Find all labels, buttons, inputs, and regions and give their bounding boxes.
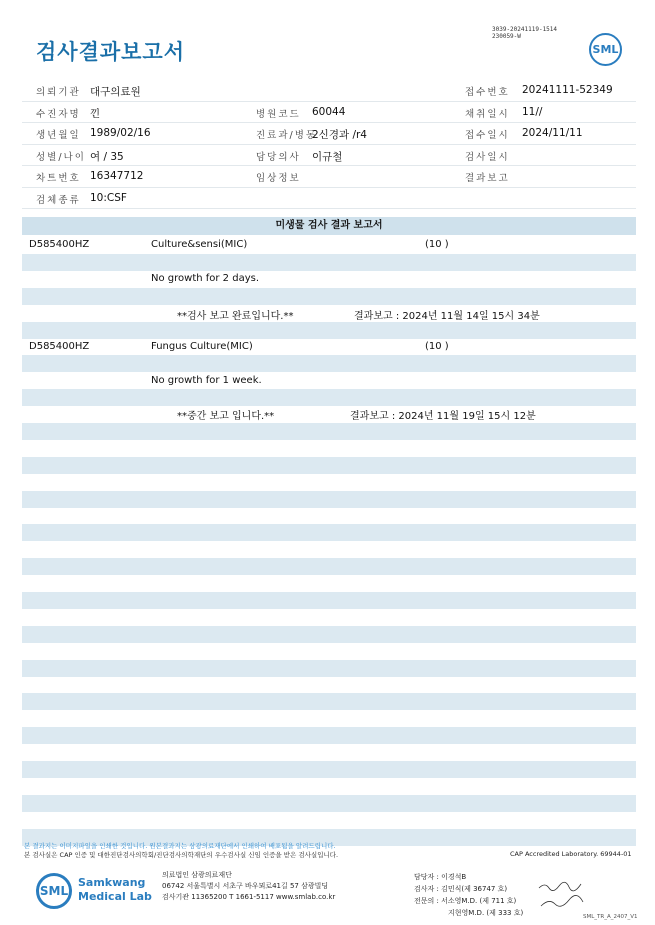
info-row xyxy=(22,80,636,102)
info-value: 11// xyxy=(522,105,543,118)
row-stripe xyxy=(22,592,636,609)
info-row xyxy=(22,188,636,210)
document-code-line: 230059-W xyxy=(492,33,521,40)
info-label: 채취일시 xyxy=(465,108,510,120)
info-row xyxy=(22,123,636,145)
test-count: (10 ) xyxy=(425,341,449,352)
info-value: 10:CSF xyxy=(90,191,127,204)
signature-image xyxy=(537,878,587,912)
section-title: 미생물 검사 결과 보고서 xyxy=(22,217,636,235)
info-row xyxy=(22,166,636,188)
info-value: 이규철 xyxy=(312,150,343,163)
address-line: 의료법인 삼광의료재단 xyxy=(162,871,232,879)
info-value: 60044 xyxy=(312,105,346,118)
row-stripe xyxy=(22,693,636,710)
row-stripe xyxy=(22,524,636,541)
info-label: 생년월일 xyxy=(36,130,81,141)
info-value: 대구의료원 xyxy=(90,86,141,98)
info-label: 병원코드 xyxy=(256,108,301,120)
test-finding: No growth for 2 days. xyxy=(151,273,260,284)
lab-address xyxy=(162,870,335,903)
info-label: 차트번호 xyxy=(36,173,81,184)
test-name: Fungus Culture(MIC) xyxy=(151,341,253,352)
test-name: Culture&sensi(MIC) xyxy=(151,239,248,250)
info-row xyxy=(22,102,636,124)
row-stripe xyxy=(22,558,636,575)
test-status: **검사 보고 완료입니다.** xyxy=(177,311,294,322)
info-label: 성별/나이 xyxy=(36,151,86,163)
test-code: D585400HZ xyxy=(29,239,90,250)
signatory-line: 전문의 : 서소영M.D. (제 711 호) xyxy=(414,897,517,905)
row-stripe xyxy=(22,761,636,778)
info-value: 1989/02/16 xyxy=(90,127,151,139)
row-stripe xyxy=(22,423,636,440)
row-stripe xyxy=(22,389,636,406)
row-stripe xyxy=(22,288,636,305)
form-code: SML_TR_A_2407_V1 xyxy=(583,914,638,920)
report-title: 검사결과보고서 xyxy=(36,40,186,64)
sml-logo: SML xyxy=(589,33,622,66)
info-value: 2024/11/11 xyxy=(522,127,583,139)
info-value: 여 / 35 xyxy=(90,150,124,163)
info-label: 검체종류 xyxy=(36,194,81,206)
document-code xyxy=(492,26,557,40)
info-row xyxy=(22,145,636,167)
info-value: 2신경과 /r4 xyxy=(312,129,367,141)
test-status: **중간 보고 입니다.** xyxy=(177,411,275,422)
row-stripe xyxy=(22,795,636,812)
info-value: 16347712 xyxy=(90,170,144,182)
info-label: 접수일시 xyxy=(465,130,510,141)
row-stripe xyxy=(22,322,636,339)
signatory-line: 지현영M.D. (제 333 호) xyxy=(448,909,524,917)
signatory-line: 담당자 : 이경석B xyxy=(414,873,467,881)
signatories xyxy=(414,871,523,919)
info-label: 임상정보 xyxy=(256,173,301,184)
address-line: 검사기관 11365200 T 1661-5117 www.smlab.co.kr xyxy=(162,893,336,901)
row-stripe xyxy=(22,660,636,677)
row-stripe xyxy=(22,491,636,508)
signatory-line: 검사자 : 김민식(제 36747 호) xyxy=(414,885,508,893)
patient-info-grid xyxy=(22,80,636,209)
info-label: 검사일시 xyxy=(465,151,510,163)
test-finding: No growth for 1 week. xyxy=(151,375,262,386)
row-stripe xyxy=(22,457,636,474)
test-reported: 결과보고 : 2024년 11월 14일 15시 34분 xyxy=(354,311,540,322)
info-value: 20241111-52349 xyxy=(522,84,613,96)
cap-accreditation: CAP Accredited Laboratory. 69944-01 xyxy=(510,850,632,858)
brand-subname: Medical Lab xyxy=(78,890,152,903)
test-reported: 결과보고 : 2024년 11월 19일 15시 12분 xyxy=(350,411,536,422)
info-label: 수진자명 xyxy=(36,108,81,120)
row-stripe xyxy=(22,626,636,643)
info-label: 담당의사 xyxy=(256,151,301,163)
footer-note: 본 검사실은 CAP 인증 및 대한진단검사의학회/진단검사의학재단의 우수검사실 신임 인증을 받은 검사실입니다. xyxy=(24,851,339,859)
test-count: (10 ) xyxy=(425,239,449,250)
row-stripe xyxy=(22,254,636,271)
info-label: 의뢰기관 xyxy=(36,87,81,98)
info-label: 결과보고 xyxy=(465,173,510,184)
info-value: 낀 xyxy=(90,107,101,120)
sml-footer-logo: SML xyxy=(36,873,72,909)
test-code: D585400HZ xyxy=(29,341,90,352)
row-stripe xyxy=(22,355,636,372)
row-stripe xyxy=(22,727,636,744)
document-code-line: 3039-20241119-1514 xyxy=(492,26,558,33)
info-label: 접수번호 xyxy=(465,87,510,98)
brand-name: Samkwang xyxy=(78,876,146,889)
address-line: 06742 서울특별시 서초구 바우뫼로41길 57 삼광빌딩 xyxy=(162,882,329,890)
info-label: 진료과/병동 xyxy=(256,130,318,141)
footer-note-blue: 본 결과지는 이미지파일을 인쇄한 것입니다. 원본결과지는 삼광의료재단에서 인쇄하여 배포됨을 알려드립니다. xyxy=(24,842,336,850)
